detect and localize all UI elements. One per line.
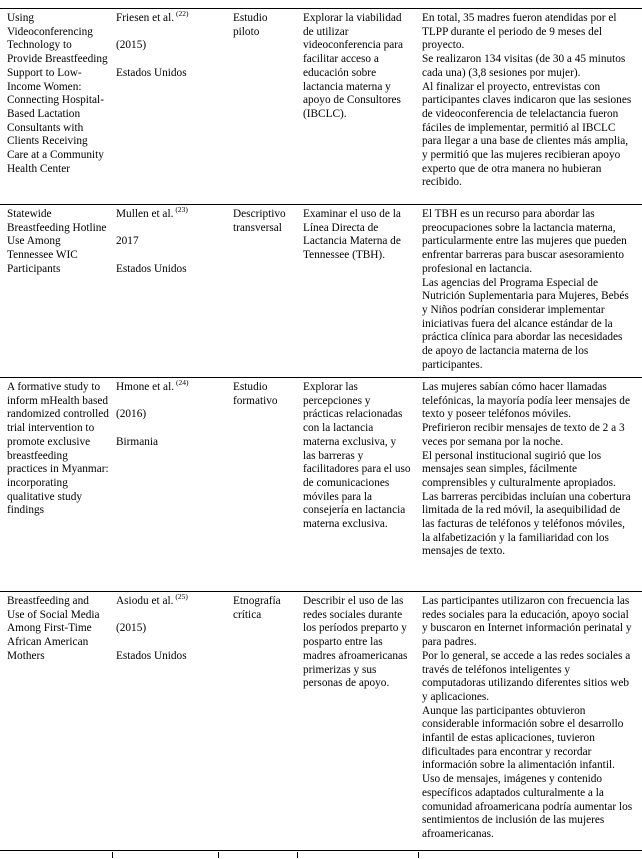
- studies-review-table: [0, 8, 642, 851]
- author-name: Friesen et al.: [116, 12, 175, 24]
- study-title-cell: Breastfeeding and Use of Social Media Among First-Time African American Mothers: [7, 595, 100, 662]
- reference-superscript: (25): [175, 592, 188, 602]
- study-year: 2017: [116, 235, 139, 248]
- next-row-border-stubs: [0, 852, 642, 859]
- author-cell: [112, 205, 218, 377]
- result-paragraph: El personal institucional sugirió que los mensajes sean simples, fácilmente comprensibles y culturalmente apropiados.: [422, 449, 616, 489]
- reference-superscript: (24): [176, 378, 189, 388]
- table-row: [0, 9, 642, 205]
- author-line: [116, 378, 214, 395]
- result-paragraph: Por lo general, se accede a las redes sociales a través de teléfonos inteligentes y computadoras utilizando diferentes sitios web y aplicaciones.: [422, 649, 631, 703]
- study-title-cell: Statewide Breastfeeding Hotline Use Among Tennessee WIC Participants: [7, 208, 107, 275]
- results-cell: [418, 9, 642, 204]
- result-paragraph: El TBH es un recurso para abordar las preocupaciones sobre la lactancia materna, particularmente entre las mujeres que pueden enfrentar barreras para buscar asesoramiento profesional en lactancia.: [422, 208, 627, 275]
- result-paragraph: Aunque las participantes obtuvieron considerable información sobre el desarrollo infantil de estas aplicaciones, tuvieron dificultades para encontrar y recordar información sobre la alimentación infantil.: [422, 704, 624, 772]
- study-design-cell: Etnografía crítica: [233, 595, 281, 621]
- result-paragraph: Al finalizar el proyecto, entrevistas con participantes claves indicaron que las sesiones de videoconferencia de telelactancia fueron fáciles de implementar, permitió al IBCLC para llegar a una base de clientes más amplia, y permitió que las mujeres recibieran apoyo experto que de otra manera no hubieran recibido.: [422, 80, 632, 189]
- result-paragraph: Las agencias del Programa Especial de Nutrición Suplementaria para Mujeres, Bebés y Niños podrían considerar implementar iniciativas fuera del alcance estándar de la práctica clínica para abordar las necesidades de apoyo de lactancia materna de los participantes.: [422, 276, 629, 371]
- study-country: Estados Unidos: [116, 66, 187, 79]
- objective-cell: Describir el uso de las redes sociales durante los períodos preparto y posparto entre las madres afroamericanas primerizas y sus personas de apoyo.: [303, 595, 408, 690]
- study-design-cell: Descriptivo transversal: [233, 208, 286, 234]
- column-border-stub: [297, 852, 298, 858]
- results-cell: [418, 592, 642, 850]
- table-row: [0, 205, 642, 378]
- author-line: [116, 9, 214, 26]
- table-row: [0, 592, 642, 851]
- author-cell: [112, 378, 218, 591]
- column-border-stub: [112, 852, 113, 858]
- study-country: Estados Unidos: [116, 262, 187, 275]
- reference-superscript: (22): [176, 9, 189, 19]
- objective-cell: Explorar las percepciones y prácticas relacionadas con la lactancia materna exclusiva, y las barreras y facilitadores para el uso de comunicaciones móviles para la consejería en lactancia materna exclusiva.: [303, 381, 411, 531]
- objective-cell: Examinar el uso de la Línea Directa de Lactancia Materna de Tennessee (TBH).: [303, 208, 401, 262]
- study-country: Estados Unidos: [116, 649, 187, 662]
- reference-superscript: (23): [175, 205, 188, 215]
- study-year: (2016): [116, 408, 147, 421]
- result-paragraph: Las participantes utilizaron con frecuencia las redes sociales para la educación, apoyo social y buscaron en Internet información perinatal y para padres.: [422, 595, 632, 649]
- result-paragraph: Uso de mensajes, imágenes y contenido específicos adaptados culturalmente a la comunidad afroamericana podría aumentar los sentimientos de inclusión de las mujeres afroamericanas.: [422, 773, 633, 840]
- study-design-cell: Estudio formativo: [233, 381, 278, 407]
- study-year: (2015): [116, 39, 147, 52]
- study-title-cell: Using Videoconferencing Technology to Provide Breastfeeding Support to Low-Income Women: Connecting Hospital-Based Lactation Consultants with Clients Receiving Care at a Community Health Center: [7, 12, 108, 175]
- result-paragraph: Se realizaron 134 visitas (de 30 a 45 minutos cada una) (3,8 sesiones por mujer).: [422, 53, 626, 79]
- author-line: [116, 592, 214, 609]
- study-title-cell: A formative study to inform mHealth based randomized controlled trial intervention to promote exclusive breastfeeding practices in Myanmar: incorporating qualitative study findings: [7, 381, 109, 517]
- study-country: Birmania: [116, 435, 159, 448]
- result-paragraph: Las barreras percibidas incluían una cobertura limitada de la red móvil, la asequibilidad de las facturas de teléfonos y teléfonos móviles, la alfabetización y la familiaridad con los mensajes de texto.: [422, 490, 631, 558]
- study-year: (2015): [116, 622, 147, 635]
- author-cell: [112, 592, 218, 850]
- author-cell: [112, 9, 218, 204]
- result-paragraph: Prefirieron recibir mensajes de texto de 2 a 3 veces por semana por la noche.: [422, 422, 625, 448]
- objective-cell: Explorar la viabilidad de utilizar videoconferencia para facilitar acceso a educación sobre lactancia materna y apoyo de Consultores (IBCLC).: [303, 12, 404, 120]
- table-row: [0, 378, 642, 592]
- result-paragraph: Las mujeres sabían cómo hacer llamadas telefónicas, la mayoría podía leer mensajes de texto y poseer teléfonos móviles.: [422, 381, 630, 421]
- results-cell: [418, 205, 642, 377]
- study-design-cell: Estudio piloto: [233, 12, 268, 38]
- column-border-stub: [418, 852, 419, 858]
- author-name: Asiodu et al.: [116, 595, 174, 607]
- column-border-stub: [218, 852, 219, 858]
- author-name: Mullen et al.: [116, 208, 174, 220]
- result-paragraph: En total, 35 madres fueron atendidas por el TLPP durante el periodo de 9 meses del proyecto.: [422, 12, 617, 52]
- author-line: [116, 205, 214, 222]
- results-cell: [418, 378, 642, 591]
- author-name: Hmone et al.: [116, 381, 175, 393]
